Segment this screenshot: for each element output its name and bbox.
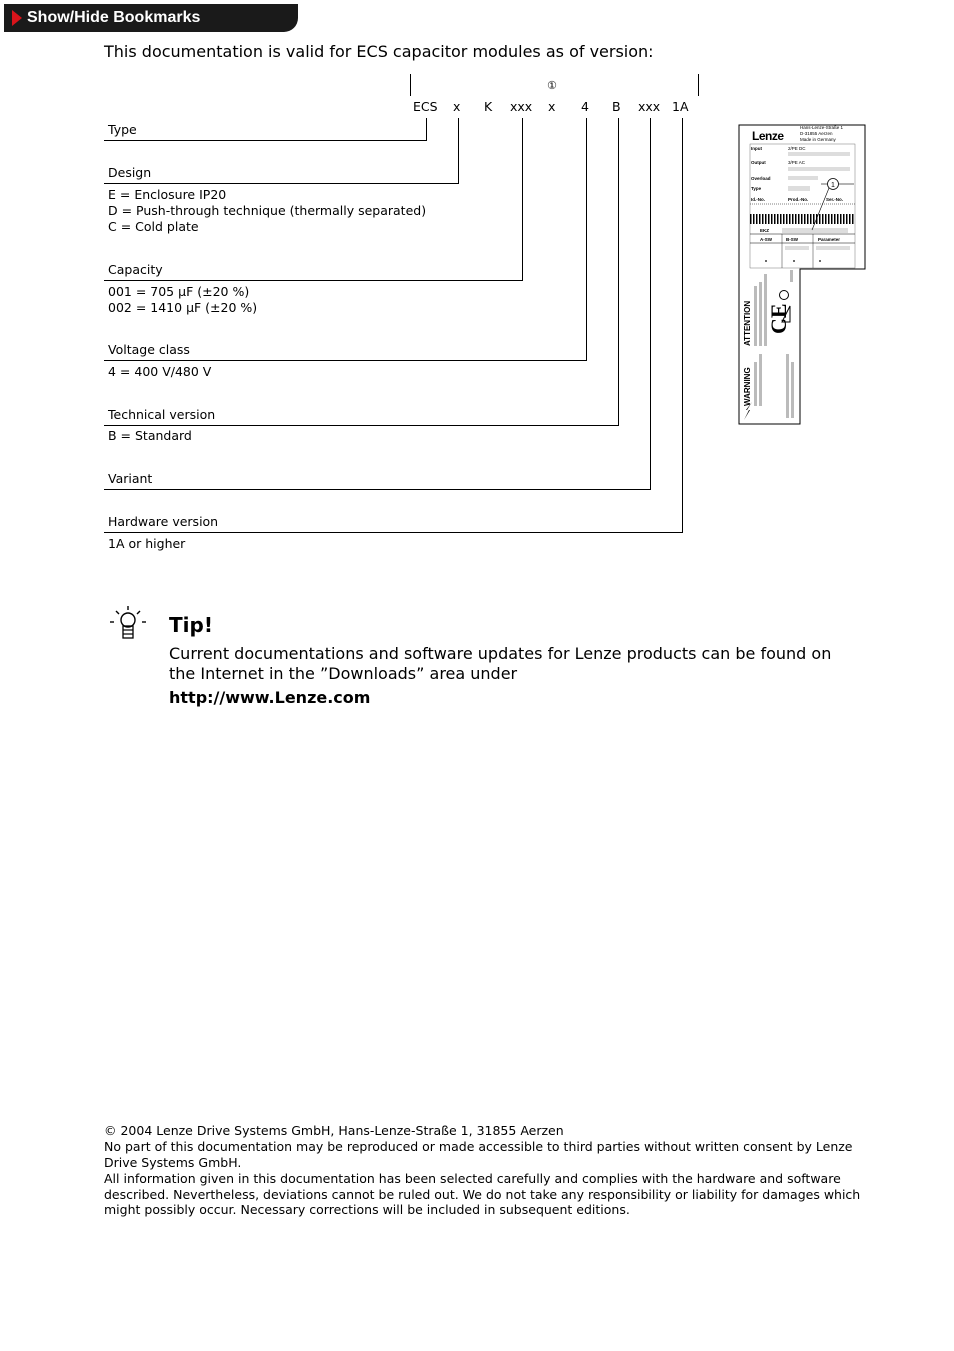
label-voltage-class: Voltage class — [108, 342, 190, 357]
footer-disclaimer: All information given in this documentation has been selected carefully and complies with the hardware and software described. Nevertheless, deviations cannot be ruled out. We do not take any responsibility or liability for damages which might possibly occur. Necessary corrections will be included in subsequent editions. — [104, 1171, 861, 1217]
code-part-design: x — [453, 99, 461, 114]
connector-variant — [650, 118, 651, 490]
nameplate-row: B-SW — [786, 237, 798, 242]
design-option: E = Enclosure IP20 — [108, 187, 227, 202]
line-capacity — [104, 280, 523, 281]
nameplate-row: Prod.-No. — [788, 197, 809, 202]
svg-text:CE: CE — [766, 303, 791, 334]
intro-text: This documentation is valid for ECS capacitor modules as of version: — [104, 42, 654, 61]
bracket-right — [698, 74, 699, 96]
lenze-website-link[interactable]: http://www.Lenze.com — [169, 688, 371, 707]
nameplate-row: Type — [751, 186, 762, 191]
connector-design — [458, 118, 459, 184]
label-design: Design — [108, 165, 152, 180]
connector-tech — [618, 118, 619, 426]
voltage-option: 4 = 400 V/480 V — [108, 364, 212, 379]
line-design — [104, 183, 459, 184]
label-hardware-version: Hardware version — [108, 514, 219, 529]
bookmarks-button-label: Show/Hide Bookmarks — [27, 9, 201, 26]
nameplate-row: A-SW — [760, 237, 772, 242]
design-option: C = Cold plate — [108, 219, 199, 234]
show-hide-bookmarks-button[interactable] — [4, 4, 298, 32]
nameplate-row: Id.-No. — [751, 197, 765, 202]
nameplate-warning: WARNING — [743, 367, 752, 406]
capacity-option: 001 = 705 µF (±20 %) — [108, 284, 250, 299]
nameplate-address: Hans-Lenze-Straße 1 — [800, 125, 844, 130]
nameplate-illustration — [738, 124, 868, 426]
nameplate-input-value: 2/PE DC — [788, 146, 806, 151]
code-part-ecs: ECS — [413, 99, 438, 114]
nameplate-row: Ser.-No. — [826, 197, 844, 202]
hardware-option: 1A or higher — [108, 536, 186, 551]
design-option: D = Push-through technique (thermally separated) — [108, 203, 427, 218]
code-part-capacity: xxx — [510, 99, 533, 114]
lightbulb-icon — [108, 603, 150, 643]
nameplate-row: Input — [751, 146, 762, 151]
tip-body: Current documentations and software updates for Lenze products can be found on the Internet in the ”Downloads” area under — [169, 644, 832, 683]
code-part-tech: B — [612, 99, 621, 114]
nameplate-brand: Lenze — [752, 129, 784, 143]
label-capacity: Capacity — [108, 262, 163, 277]
connector-hardware — [682, 118, 683, 533]
nameplate-row: Output — [751, 160, 766, 165]
tech-option: B = Standard — [108, 428, 192, 443]
footer-rights: No part of this documentation may be reproduced or made accessible to third parties without written consent by Lenze Drive Systems GmbH. — [104, 1139, 853, 1170]
tip-title: Tip! — [169, 613, 213, 637]
nameplate-attention: ATTENTION — [743, 300, 752, 346]
footer-copyright: © 2004 Lenze Drive Systems GmbH, Hans-Lenze-Straße 1, 31855 Aerzen — [104, 1123, 564, 1138]
nameplate-output-value: 3/PE AC — [788, 160, 806, 165]
label-variant: Variant — [108, 471, 153, 486]
label-type: Type — [108, 122, 137, 137]
bracket-left — [410, 74, 411, 96]
line-hardware — [104, 532, 683, 533]
nameplate-address: Made in Germany — [800, 137, 836, 142]
capacity-option: 002 = 1410 µF (±20 %) — [108, 300, 258, 315]
line-type — [104, 140, 427, 141]
code-part-voltage: 4 — [581, 99, 589, 114]
line-tech — [104, 425, 619, 426]
circle-marker: ① — [547, 79, 557, 92]
line-voltage — [104, 360, 587, 361]
nameplate-row: Parameter — [818, 237, 841, 242]
code-part-hardware: 1A — [672, 99, 689, 114]
nameplate-row: Overload — [751, 176, 771, 181]
label-technical-version: Technical version — [108, 407, 216, 422]
connector-voltage — [586, 118, 587, 361]
nameplate-row: EKZ — [760, 228, 769, 233]
code-part-k: K — [484, 99, 493, 114]
line-variant — [104, 489, 651, 490]
triangle-right-icon — [12, 10, 22, 26]
code-part-x: x — [548, 99, 556, 114]
nameplate-marker: 1 — [831, 182, 835, 189]
connector-capacity — [522, 118, 523, 281]
connector-type — [426, 118, 427, 141]
nameplate-address: D-31855 Aerzen — [800, 131, 833, 136]
code-part-variant: xxx — [638, 99, 661, 114]
